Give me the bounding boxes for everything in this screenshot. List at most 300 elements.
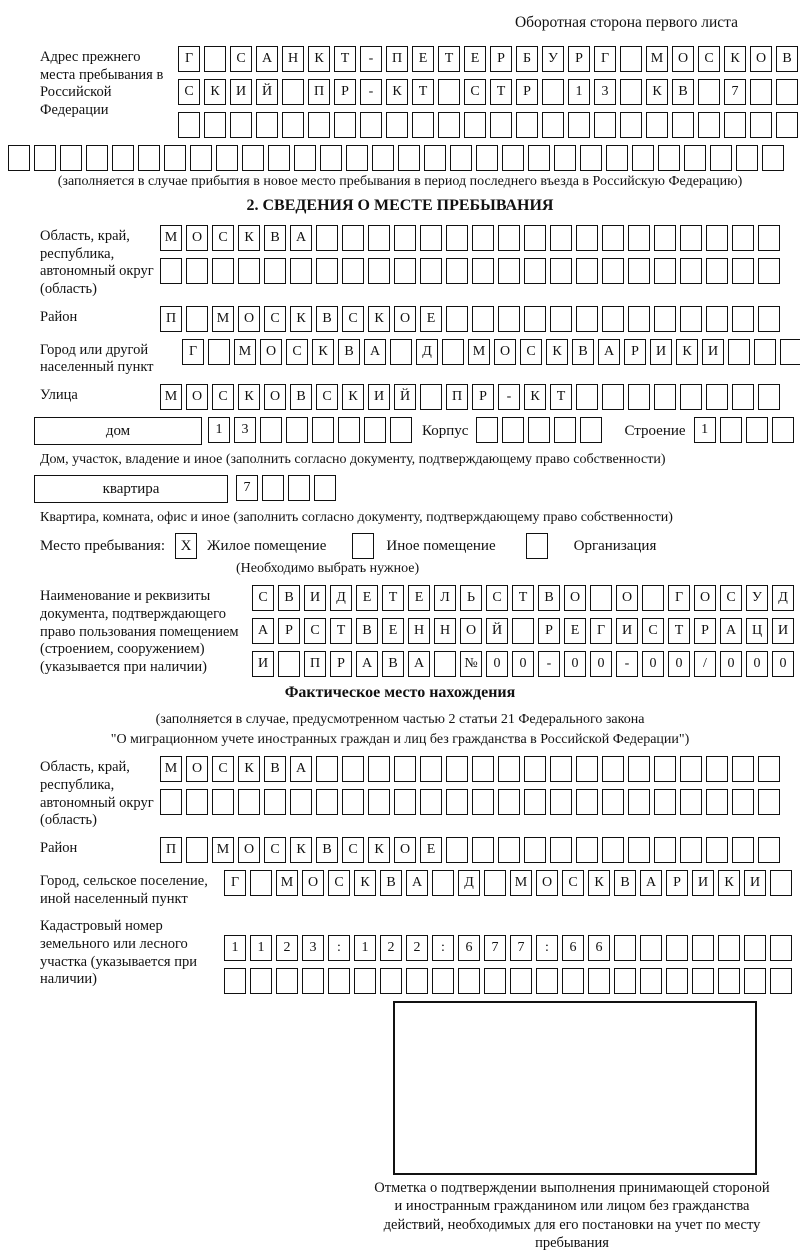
char-cell[interactable] (394, 756, 416, 782)
char-cell[interactable] (438, 112, 460, 138)
char-cell[interactable]: 7 (724, 79, 746, 105)
char-cell[interactable] (86, 145, 108, 171)
char-cell[interactable]: Р (490, 46, 512, 72)
char-cell[interactable] (772, 417, 794, 443)
char-cell[interactable]: С (212, 384, 234, 410)
char-cell[interactable]: А (290, 225, 312, 251)
char-cell[interactable] (394, 789, 416, 815)
char-cell[interactable]: Т (334, 46, 356, 72)
char-cell[interactable]: П (160, 837, 182, 863)
char-cell[interactable] (498, 789, 520, 815)
char-cell[interactable]: О (494, 339, 516, 365)
char-cell[interactable]: О (394, 306, 416, 332)
char-cell[interactable]: П (446, 384, 468, 410)
char-cell[interactable] (334, 112, 356, 138)
char-cell[interactable]: П (308, 79, 330, 105)
char-cell[interactable]: Т (438, 46, 460, 72)
char-cell[interactable]: К (718, 870, 740, 896)
char-cell[interactable] (680, 789, 702, 815)
char-cell[interactable]: К (290, 837, 312, 863)
char-cell[interactable] (580, 417, 602, 443)
char-cell[interactable]: А (364, 339, 386, 365)
char-cell[interactable]: С (486, 585, 508, 611)
char-cell[interactable] (632, 145, 654, 171)
char-cell[interactable] (208, 339, 230, 365)
char-cell[interactable] (446, 225, 468, 251)
char-cell[interactable]: О (564, 585, 586, 611)
char-cell[interactable] (628, 789, 650, 815)
char-cell[interactable]: К (646, 79, 668, 105)
char-cell[interactable]: К (290, 306, 312, 332)
char-cell[interactable]: 6 (588, 935, 610, 961)
char-cell[interactable] (554, 417, 576, 443)
char-cell[interactable] (204, 112, 226, 138)
char-cell[interactable]: Й (394, 384, 416, 410)
char-cell[interactable] (264, 789, 286, 815)
char-cell[interactable] (706, 225, 728, 251)
char-cell[interactable] (744, 935, 766, 961)
char-cell[interactable] (594, 112, 616, 138)
char-cell[interactable] (190, 145, 212, 171)
char-cell[interactable] (238, 258, 260, 284)
char-cell[interactable] (758, 789, 780, 815)
char-cell[interactable] (354, 968, 376, 994)
char-cell[interactable]: О (694, 585, 716, 611)
char-cell[interactable]: К (524, 384, 546, 410)
char-cell[interactable] (476, 145, 498, 171)
char-cell[interactable] (390, 339, 412, 365)
char-cell[interactable]: В (776, 46, 798, 72)
char-cell[interactable] (628, 306, 650, 332)
char-cell[interactable]: С (720, 585, 742, 611)
char-cell[interactable]: К (676, 339, 698, 365)
char-cell[interactable] (420, 384, 442, 410)
char-cell[interactable] (320, 145, 342, 171)
char-cell[interactable]: Т (668, 618, 690, 644)
char-cell[interactable] (718, 968, 740, 994)
char-cell[interactable]: О (394, 837, 416, 863)
char-cell[interactable]: А (290, 756, 312, 782)
char-cell[interactable] (758, 258, 780, 284)
char-cell[interactable] (658, 145, 680, 171)
char-cell[interactable]: И (230, 79, 252, 105)
char-cell[interactable] (438, 79, 460, 105)
char-cell[interactable]: С (316, 384, 338, 410)
char-cell[interactable] (666, 935, 688, 961)
char-cell[interactable]: А (252, 618, 274, 644)
char-cell[interactable] (390, 417, 412, 443)
char-cell[interactable]: С (264, 306, 286, 332)
char-cell[interactable]: В (356, 618, 378, 644)
char-cell[interactable] (542, 112, 564, 138)
char-cell[interactable]: 1 (354, 935, 376, 961)
char-cell[interactable]: А (640, 870, 662, 896)
char-cell[interactable] (242, 145, 264, 171)
char-cell[interactable]: О (460, 618, 482, 644)
char-cell[interactable] (446, 258, 468, 284)
char-cell[interactable] (268, 145, 290, 171)
char-cell[interactable]: М (212, 837, 234, 863)
char-cell[interactable]: Р (666, 870, 688, 896)
char-cell[interactable] (706, 384, 728, 410)
char-cell[interactable] (138, 145, 160, 171)
char-cell[interactable] (524, 837, 546, 863)
char-cell[interactable]: К (308, 46, 330, 72)
char-cell[interactable] (398, 145, 420, 171)
char-cell[interactable]: О (186, 384, 208, 410)
char-cell[interactable] (576, 306, 598, 332)
char-cell[interactable] (754, 339, 776, 365)
char-cell[interactable] (524, 756, 546, 782)
char-cell[interactable] (204, 46, 226, 72)
char-cell[interactable] (112, 145, 134, 171)
char-cell[interactable]: К (312, 339, 334, 365)
char-cell[interactable]: М (160, 384, 182, 410)
char-cell[interactable]: М (234, 339, 256, 365)
char-cell[interactable] (342, 789, 364, 815)
char-cell[interactable]: 0 (772, 651, 794, 677)
char-cell[interactable] (368, 789, 390, 815)
char-cell[interactable] (282, 79, 304, 105)
char-cell[interactable] (212, 789, 234, 815)
char-cell[interactable] (516, 112, 538, 138)
char-cell[interactable] (278, 651, 300, 677)
char-cell[interactable]: 0 (512, 651, 534, 677)
char-cell[interactable]: М (646, 46, 668, 72)
char-cell[interactable] (472, 837, 494, 863)
char-cell[interactable] (640, 968, 662, 994)
char-cell[interactable]: Ц (746, 618, 768, 644)
char-cell[interactable]: Р (568, 46, 590, 72)
char-cell[interactable] (550, 306, 572, 332)
char-cell[interactable]: С (698, 46, 720, 72)
char-cell[interactable]: Р (694, 618, 716, 644)
char-cell[interactable]: Й (486, 618, 508, 644)
char-cell[interactable]: О (260, 339, 282, 365)
char-cell[interactable] (692, 935, 714, 961)
char-cell[interactable]: 2 (406, 935, 428, 961)
char-cell[interactable] (568, 112, 590, 138)
char-cell[interactable] (34, 145, 56, 171)
char-cell[interactable]: И (616, 618, 638, 644)
char-cell[interactable] (750, 112, 772, 138)
char-cell[interactable]: А (408, 651, 430, 677)
char-cell[interactable]: 0 (720, 651, 742, 677)
char-cell[interactable] (328, 968, 350, 994)
char-cell[interactable] (654, 384, 676, 410)
char-cell[interactable] (412, 112, 434, 138)
char-cell[interactable]: В (572, 339, 594, 365)
char-cell[interactable]: Е (464, 46, 486, 72)
char-cell[interactable] (746, 417, 768, 443)
char-cell[interactable] (186, 789, 208, 815)
char-cell[interactable] (654, 225, 676, 251)
char-cell[interactable]: Д (772, 585, 794, 611)
char-cell[interactable] (276, 968, 298, 994)
char-cell[interactable] (498, 837, 520, 863)
char-cell[interactable]: 0 (590, 651, 612, 677)
char-cell[interactable]: Д (330, 585, 352, 611)
char-cell[interactable] (424, 145, 446, 171)
char-cell[interactable] (316, 258, 338, 284)
char-cell[interactable] (472, 258, 494, 284)
char-cell[interactable] (464, 112, 486, 138)
char-cell[interactable]: 2 (276, 935, 298, 961)
char-cell[interactable]: О (672, 46, 694, 72)
char-cell[interactable]: В (382, 651, 404, 677)
char-cell[interactable] (342, 756, 364, 782)
char-cell[interactable]: О (536, 870, 558, 896)
char-cell[interactable] (420, 225, 442, 251)
char-cell[interactable] (458, 968, 480, 994)
char-cell[interactable] (654, 789, 676, 815)
char-cell[interactable]: 0 (486, 651, 508, 677)
char-cell[interactable]: Й (256, 79, 278, 105)
char-cell[interactable] (282, 112, 304, 138)
char-cell[interactable]: С (230, 46, 252, 72)
char-cell[interactable]: № (460, 651, 482, 677)
char-cell[interactable]: К (238, 384, 260, 410)
char-cell[interactable]: И (692, 870, 714, 896)
char-cell[interactable]: 1 (694, 417, 716, 443)
char-cell[interactable]: 7 (236, 475, 258, 501)
char-cell[interactable] (528, 145, 550, 171)
char-cell[interactable] (432, 870, 454, 896)
char-cell[interactable]: П (304, 651, 326, 677)
char-cell[interactable] (720, 417, 742, 443)
char-cell[interactable]: И (772, 618, 794, 644)
char-cell[interactable] (472, 225, 494, 251)
char-cell[interactable] (684, 145, 706, 171)
char-cell[interactable] (628, 384, 650, 410)
char-cell[interactable] (294, 145, 316, 171)
char-cell[interactable]: И (252, 651, 274, 677)
char-cell[interactable]: Г (594, 46, 616, 72)
char-cell[interactable] (602, 306, 624, 332)
char-cell[interactable] (628, 258, 650, 284)
char-cell[interactable]: В (290, 384, 312, 410)
char-cell[interactable]: Г (178, 46, 200, 72)
char-cell[interactable] (728, 339, 750, 365)
char-cell[interactable] (732, 384, 754, 410)
char-cell[interactable] (420, 756, 442, 782)
char-cell[interactable] (620, 46, 642, 72)
char-cell[interactable] (680, 756, 702, 782)
char-cell[interactable]: У (746, 585, 768, 611)
char-cell[interactable] (732, 306, 754, 332)
char-cell[interactable]: Е (420, 306, 442, 332)
char-cell[interactable] (654, 756, 676, 782)
char-cell[interactable] (256, 112, 278, 138)
char-cell[interactable] (580, 145, 602, 171)
char-cell[interactable] (550, 258, 572, 284)
char-cell[interactable] (680, 225, 702, 251)
char-cell[interactable] (732, 837, 754, 863)
char-cell[interactable] (680, 837, 702, 863)
char-cell[interactable] (698, 112, 720, 138)
char-cell[interactable] (510, 968, 532, 994)
char-cell[interactable]: К (386, 79, 408, 105)
char-cell[interactable] (744, 968, 766, 994)
char-cell[interactable]: И (744, 870, 766, 896)
char-cell[interactable]: В (380, 870, 402, 896)
char-cell[interactable] (588, 968, 610, 994)
char-cell[interactable]: - (616, 651, 638, 677)
char-cell[interactable] (762, 145, 784, 171)
char-cell[interactable] (524, 789, 546, 815)
char-cell[interactable] (524, 225, 546, 251)
char-cell[interactable]: 0 (642, 651, 664, 677)
char-cell[interactable] (732, 789, 754, 815)
char-cell[interactable] (472, 756, 494, 782)
char-cell[interactable] (732, 756, 754, 782)
char-cell[interactable]: Р (472, 384, 494, 410)
char-cell[interactable] (434, 651, 456, 677)
char-cell[interactable]: С (264, 837, 286, 863)
char-cell[interactable] (576, 756, 598, 782)
char-cell[interactable]: Р (624, 339, 646, 365)
char-cell[interactable] (498, 258, 520, 284)
char-cell[interactable]: Г (224, 870, 246, 896)
char-cell[interactable] (550, 789, 572, 815)
char-cell[interactable]: П (160, 306, 182, 332)
char-cell[interactable]: С (642, 618, 664, 644)
char-cell[interactable]: Д (458, 870, 480, 896)
char-cell[interactable] (732, 258, 754, 284)
char-cell[interactable] (372, 145, 394, 171)
char-cell[interactable] (472, 789, 494, 815)
char-cell[interactable] (732, 225, 754, 251)
char-cell[interactable] (680, 306, 702, 332)
char-cell[interactable] (360, 112, 382, 138)
char-cell[interactable]: В (316, 837, 338, 863)
char-cell[interactable]: 6 (458, 935, 480, 961)
char-cell[interactable]: Е (412, 46, 434, 72)
char-cell[interactable]: 0 (668, 651, 690, 677)
char-cell[interactable]: Р (538, 618, 560, 644)
char-cell[interactable]: 3 (302, 935, 324, 961)
char-cell[interactable]: И (304, 585, 326, 611)
char-cell[interactable]: : (328, 935, 350, 961)
char-cell[interactable] (770, 935, 792, 961)
char-cell[interactable]: Е (420, 837, 442, 863)
char-cell[interactable]: К (546, 339, 568, 365)
char-cell[interactable] (750, 79, 772, 105)
char-cell[interactable] (680, 258, 702, 284)
char-cell[interactable] (550, 225, 572, 251)
char-cell[interactable]: 0 (746, 651, 768, 677)
char-cell[interactable] (60, 145, 82, 171)
char-cell[interactable] (442, 339, 464, 365)
char-cell[interactable]: : (432, 935, 454, 961)
char-cell[interactable] (602, 384, 624, 410)
char-cell[interactable] (264, 258, 286, 284)
char-cell[interactable]: Е (382, 618, 404, 644)
char-cell[interactable]: Е (408, 585, 430, 611)
char-cell[interactable] (758, 225, 780, 251)
char-cell[interactable]: С (178, 79, 200, 105)
char-cell[interactable]: Л (434, 585, 456, 611)
char-cell[interactable]: М (276, 870, 298, 896)
char-cell[interactable] (498, 225, 520, 251)
char-cell[interactable] (706, 306, 728, 332)
char-cell[interactable]: М (212, 306, 234, 332)
char-cell[interactable] (758, 306, 780, 332)
char-cell[interactable] (420, 258, 442, 284)
char-cell[interactable]: О (238, 306, 260, 332)
char-cell[interactable] (484, 968, 506, 994)
char-cell[interactable]: Т (512, 585, 534, 611)
char-cell[interactable]: В (278, 585, 300, 611)
char-cell[interactable]: 3 (234, 417, 256, 443)
char-cell[interactable] (606, 145, 628, 171)
char-cell[interactable]: 7 (484, 935, 506, 961)
char-cell[interactable] (642, 585, 664, 611)
char-cell[interactable]: Н (434, 618, 456, 644)
char-cell[interactable] (186, 258, 208, 284)
char-cell[interactable]: С (286, 339, 308, 365)
char-cell[interactable]: В (316, 306, 338, 332)
char-cell[interactable]: 0 (564, 651, 586, 677)
char-cell[interactable] (554, 145, 576, 171)
char-cell[interactable] (706, 756, 728, 782)
char-cell[interactable]: А (598, 339, 620, 365)
char-cell[interactable] (576, 837, 598, 863)
char-cell[interactable]: С (304, 618, 326, 644)
char-cell[interactable] (290, 258, 312, 284)
char-cell[interactable] (614, 968, 636, 994)
house-type-box[interactable]: дом (34, 417, 202, 445)
char-cell[interactable] (640, 935, 662, 961)
char-cell[interactable]: 6 (562, 935, 584, 961)
char-cell[interactable] (476, 417, 498, 443)
char-cell[interactable]: Т (330, 618, 352, 644)
char-cell[interactable] (368, 756, 390, 782)
char-cell[interactable] (178, 112, 200, 138)
char-cell[interactable] (620, 112, 642, 138)
char-cell[interactable] (666, 968, 688, 994)
char-cell[interactable] (602, 258, 624, 284)
char-cell[interactable]: - (538, 651, 560, 677)
char-cell[interactable]: О (238, 837, 260, 863)
char-cell[interactable]: Б (516, 46, 538, 72)
char-cell[interactable] (576, 384, 598, 410)
char-cell[interactable]: 2 (380, 935, 402, 961)
char-cell[interactable]: Г (668, 585, 690, 611)
char-cell[interactable] (780, 339, 800, 365)
char-cell[interactable]: М (160, 756, 182, 782)
char-cell[interactable]: С (212, 225, 234, 251)
char-cell[interactable] (290, 789, 312, 815)
char-cell[interactable] (602, 789, 624, 815)
char-cell[interactable]: 1 (224, 935, 246, 961)
char-cell[interactable] (698, 79, 720, 105)
char-cell[interactable]: С (252, 585, 274, 611)
char-cell[interactable]: С (464, 79, 486, 105)
char-cell[interactable]: А (720, 618, 742, 644)
char-cell[interactable] (724, 112, 746, 138)
char-cell[interactable] (706, 837, 728, 863)
char-cell[interactable] (706, 789, 728, 815)
char-cell[interactable] (364, 417, 386, 443)
char-cell[interactable] (394, 225, 416, 251)
char-cell[interactable]: О (186, 756, 208, 782)
char-cell[interactable] (590, 585, 612, 611)
char-cell[interactable] (450, 145, 472, 171)
char-cell[interactable] (654, 306, 676, 332)
char-cell[interactable] (186, 837, 208, 863)
char-cell[interactable] (186, 306, 208, 332)
